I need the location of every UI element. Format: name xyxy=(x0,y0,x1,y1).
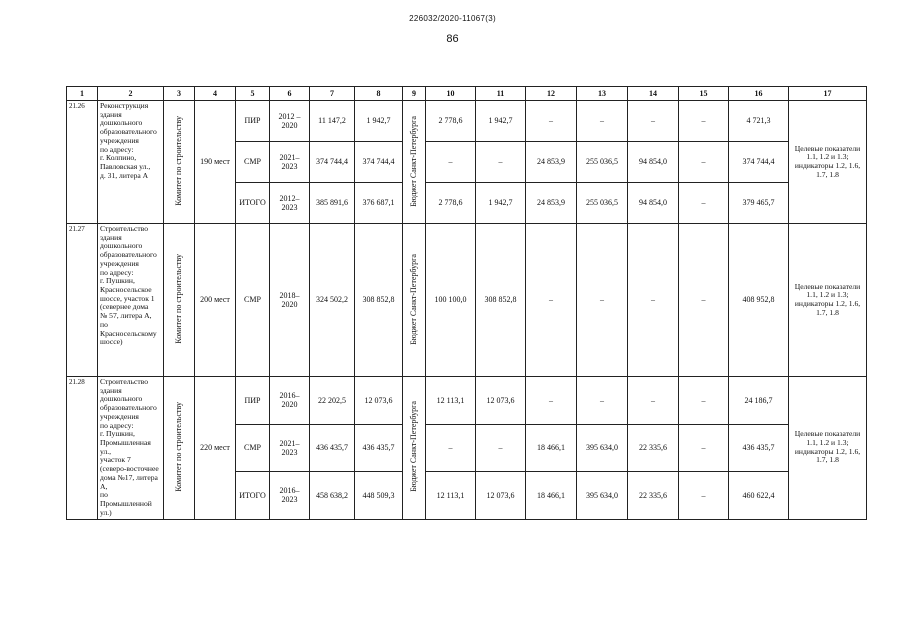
value-c10: – xyxy=(426,424,476,472)
value-c12: – xyxy=(526,224,577,377)
value-c11: 308 852,8 xyxy=(476,224,526,377)
value-c12: 18 466,1 xyxy=(526,424,577,472)
funding-source xyxy=(403,377,426,520)
column-header: 4 xyxy=(195,87,236,101)
value-c14: 94 854,0 xyxy=(628,183,679,224)
object-name-line: здания xyxy=(100,232,122,242)
page-number: 86 xyxy=(446,33,459,45)
value-c7: 22 202,5 xyxy=(310,377,355,425)
object-name-line: ул.) xyxy=(100,507,112,517)
column-header: 14 xyxy=(628,87,679,101)
value-c14: – xyxy=(628,377,679,425)
object-name-line: Красносельское xyxy=(100,285,152,295)
value-c11: – xyxy=(476,424,526,472)
header-row xyxy=(67,87,867,101)
value-c8: 448 509,3 xyxy=(355,472,403,520)
value-c15: – xyxy=(679,377,729,425)
value-c10: 12 113,1 xyxy=(426,377,476,425)
target-indicators: Целевые показатели 1.1, 1.2 и 1.3; индикаторы 1.2, 1.6, 1.7, 1.8 xyxy=(789,101,867,224)
value-c11: 12 073,6 xyxy=(476,377,526,425)
value-c8: 1 942,7 xyxy=(355,101,403,142)
object-name-line: дошкольного xyxy=(100,241,143,251)
object-name-line: образовательного xyxy=(100,403,157,413)
value-c14: 22 335,6 xyxy=(628,472,679,520)
value-c16: 4 721,3 xyxy=(729,101,789,142)
object-name-line: шоссе, участок 1 xyxy=(100,293,155,303)
column-header: 16 xyxy=(729,87,789,101)
object-name-line: (северо-восточнее xyxy=(100,464,159,474)
object-name-line: здания xyxy=(100,109,122,119)
column-header: 1 xyxy=(67,87,98,101)
column-header: 17 xyxy=(789,87,867,101)
value-c10: 12 113,1 xyxy=(426,472,476,520)
column-header: 15 xyxy=(679,87,729,101)
column-header: 11 xyxy=(476,87,526,101)
period: 2018–2020 xyxy=(270,224,310,377)
stage: СМР xyxy=(236,424,270,472)
object-name-line: по адресу: xyxy=(100,267,134,277)
customer xyxy=(164,101,195,224)
object-name-line: по адресу: xyxy=(100,144,134,154)
value-c15: – xyxy=(679,142,729,183)
object-name-line: Реконструкция xyxy=(100,101,149,110)
table-row xyxy=(67,101,867,142)
value-c11: – xyxy=(476,142,526,183)
value-c16: 460 622,4 xyxy=(729,472,789,520)
period: 2021–2023 xyxy=(270,142,310,183)
value-c8: 308 852,8 xyxy=(355,224,403,377)
column-header: 7 xyxy=(310,87,355,101)
column-header: 10 xyxy=(426,87,476,101)
value-c12: 18 466,1 xyxy=(526,472,577,520)
object-name xyxy=(98,224,164,377)
stage: ПИР xyxy=(236,101,270,142)
value-c10: 2 778,6 xyxy=(426,183,476,224)
funding-source xyxy=(403,101,426,224)
object-name-line: по адресу: xyxy=(100,420,134,430)
value-c7: 436 435,7 xyxy=(310,424,355,472)
value-c12: – xyxy=(526,377,577,425)
value-c15: – xyxy=(679,424,729,472)
funding-source-text: Бюджет Санкт-Петербурга xyxy=(409,401,419,493)
object-name-line: г. Пушкин, xyxy=(100,276,135,286)
value-c7: 458 638,2 xyxy=(310,472,355,520)
column-header: 2 xyxy=(98,87,164,101)
object-name-line: Промышленная ул., xyxy=(100,438,151,456)
customer-text: Комитет по строительству xyxy=(174,116,184,206)
value-c10: 2 778,6 xyxy=(426,101,476,142)
value-c8: 374 744,4 xyxy=(355,142,403,183)
object-name xyxy=(98,377,164,520)
value-c10: 100 100,0 xyxy=(426,224,476,377)
item-number: 21.27 xyxy=(67,224,98,377)
value-c13: 255 036,5 xyxy=(577,183,628,224)
column-header: 13 xyxy=(577,87,628,101)
object-name-line: г. Колпино, xyxy=(100,153,137,163)
object-name-line: г. Пушкин, xyxy=(100,429,135,439)
stage: ИТОГО xyxy=(236,472,270,520)
document-id: 226032/2020-11067(3) xyxy=(409,14,496,23)
period: 2012–2023 xyxy=(270,183,310,224)
object-name-line: по Красносельскому xyxy=(100,319,157,338)
value-c8: 12 073,6 xyxy=(355,377,403,425)
object-name-line: дошкольного xyxy=(100,394,143,404)
column-header: 5 xyxy=(236,87,270,101)
value-c12: 24 853,9 xyxy=(526,183,577,224)
table-row xyxy=(67,377,867,425)
value-c14: – xyxy=(628,101,679,142)
value-c13: 395 634,0 xyxy=(577,424,628,472)
column-header: 8 xyxy=(355,87,403,101)
object-name-line: дошкольного xyxy=(100,118,143,128)
capacity: 220 мест xyxy=(195,377,236,520)
value-c16: 408 952,8 xyxy=(729,224,789,377)
capacity: 190 мест xyxy=(195,101,236,224)
value-c16: 379 465,7 xyxy=(729,183,789,224)
value-c15: – xyxy=(679,183,729,224)
value-c13: – xyxy=(577,101,628,142)
value-c7: 374 744,4 xyxy=(310,142,355,183)
value-c7: 11 147,2 xyxy=(310,101,355,142)
funding-source-text: Бюджет Санкт-Петербурга xyxy=(409,115,419,207)
stage: ИТОГО xyxy=(236,183,270,224)
value-c14: – xyxy=(628,224,679,377)
value-c11: 1 942,7 xyxy=(476,101,526,142)
value-c13: – xyxy=(577,377,628,425)
object-name-line: здания xyxy=(100,385,122,395)
object-name-line: шоссе) xyxy=(100,337,123,347)
value-c16: 436 435,7 xyxy=(729,424,789,472)
table-row xyxy=(67,224,867,377)
item-number: 21.26 xyxy=(67,101,98,224)
object-name-line: Строительство xyxy=(100,377,148,386)
stage: СМР xyxy=(236,224,270,377)
object-name-line: дома №17, литера А, xyxy=(100,472,158,491)
value-c16: 24 186,7 xyxy=(729,377,789,425)
customer-text: Комитет по строительству xyxy=(174,401,184,492)
value-c16: 374 744,4 xyxy=(729,142,789,183)
column-header: 6 xyxy=(270,87,310,101)
value-c14: 94 854,0 xyxy=(628,142,679,183)
object-name-line: учреждения xyxy=(100,411,139,421)
value-c7: 324 502,2 xyxy=(310,224,355,377)
object-name-line: № 57, литера А, xyxy=(100,311,152,321)
value-c15: – xyxy=(679,224,729,377)
period: 2021–2023 xyxy=(270,424,310,472)
object-name-line: участок 7 xyxy=(100,455,131,465)
target-indicators: Целевые показатели 1.1, 1.2 и 1.3; индикаторы 1.2, 1.6, 1.7, 1.8 xyxy=(789,224,867,377)
funding-source-text: Бюджет Санкт-Петербурга xyxy=(409,253,419,345)
value-c10: – xyxy=(426,142,476,183)
object-name-line: образовательного xyxy=(100,127,157,137)
object-name-line: образовательного xyxy=(100,250,157,260)
column-header: 12 xyxy=(526,87,577,101)
item-number: 21.28 xyxy=(67,377,98,520)
period: 2016–2023 xyxy=(270,472,310,520)
object-name xyxy=(98,101,164,224)
value-c13: 255 036,5 xyxy=(577,142,628,183)
value-c8: 436 435,7 xyxy=(355,424,403,472)
object-name-line: д. 31, литера А xyxy=(100,170,149,180)
object-name-line: Павловская ул., xyxy=(100,162,151,172)
value-c8: 376 687,1 xyxy=(355,183,403,224)
value-c13: 395 634,0 xyxy=(577,472,628,520)
object-name-line: учреждения xyxy=(100,258,139,268)
customer-text: Комитет по строительству xyxy=(174,254,184,344)
object-name-line: Строительство xyxy=(100,224,148,233)
object-name-line: учреждения xyxy=(100,135,139,145)
column-header: 9 xyxy=(403,87,426,101)
period: 2016–2020 xyxy=(270,377,310,425)
column-header: 3 xyxy=(164,87,195,101)
capacity: 200 мест xyxy=(195,224,236,377)
budget-table xyxy=(66,86,867,520)
funding-source xyxy=(403,224,426,377)
customer xyxy=(164,377,195,520)
value-c7: 385 891,6 xyxy=(310,183,355,224)
target-indicators: Целевые показатели 1.1, 1.2 и 1.3; индикаторы 1.2, 1.6, 1.7, 1.8 xyxy=(789,377,867,520)
customer xyxy=(164,224,195,377)
value-c11: 1 942,7 xyxy=(476,183,526,224)
stage: СМР xyxy=(236,142,270,183)
value-c15: – xyxy=(679,472,729,520)
value-c15: – xyxy=(679,101,729,142)
period: 2012 – 2020 xyxy=(270,101,310,142)
object-name-line: (севернее дома xyxy=(100,302,149,312)
value-c13: – xyxy=(577,224,628,377)
object-name-line: по Промышленной xyxy=(100,490,152,509)
value-c12: 24 853,9 xyxy=(526,142,577,183)
value-c11: 12 073,6 xyxy=(476,472,526,520)
value-c12: – xyxy=(526,101,577,142)
value-c14: 22 335,6 xyxy=(628,424,679,472)
stage: ПИР xyxy=(236,377,270,425)
